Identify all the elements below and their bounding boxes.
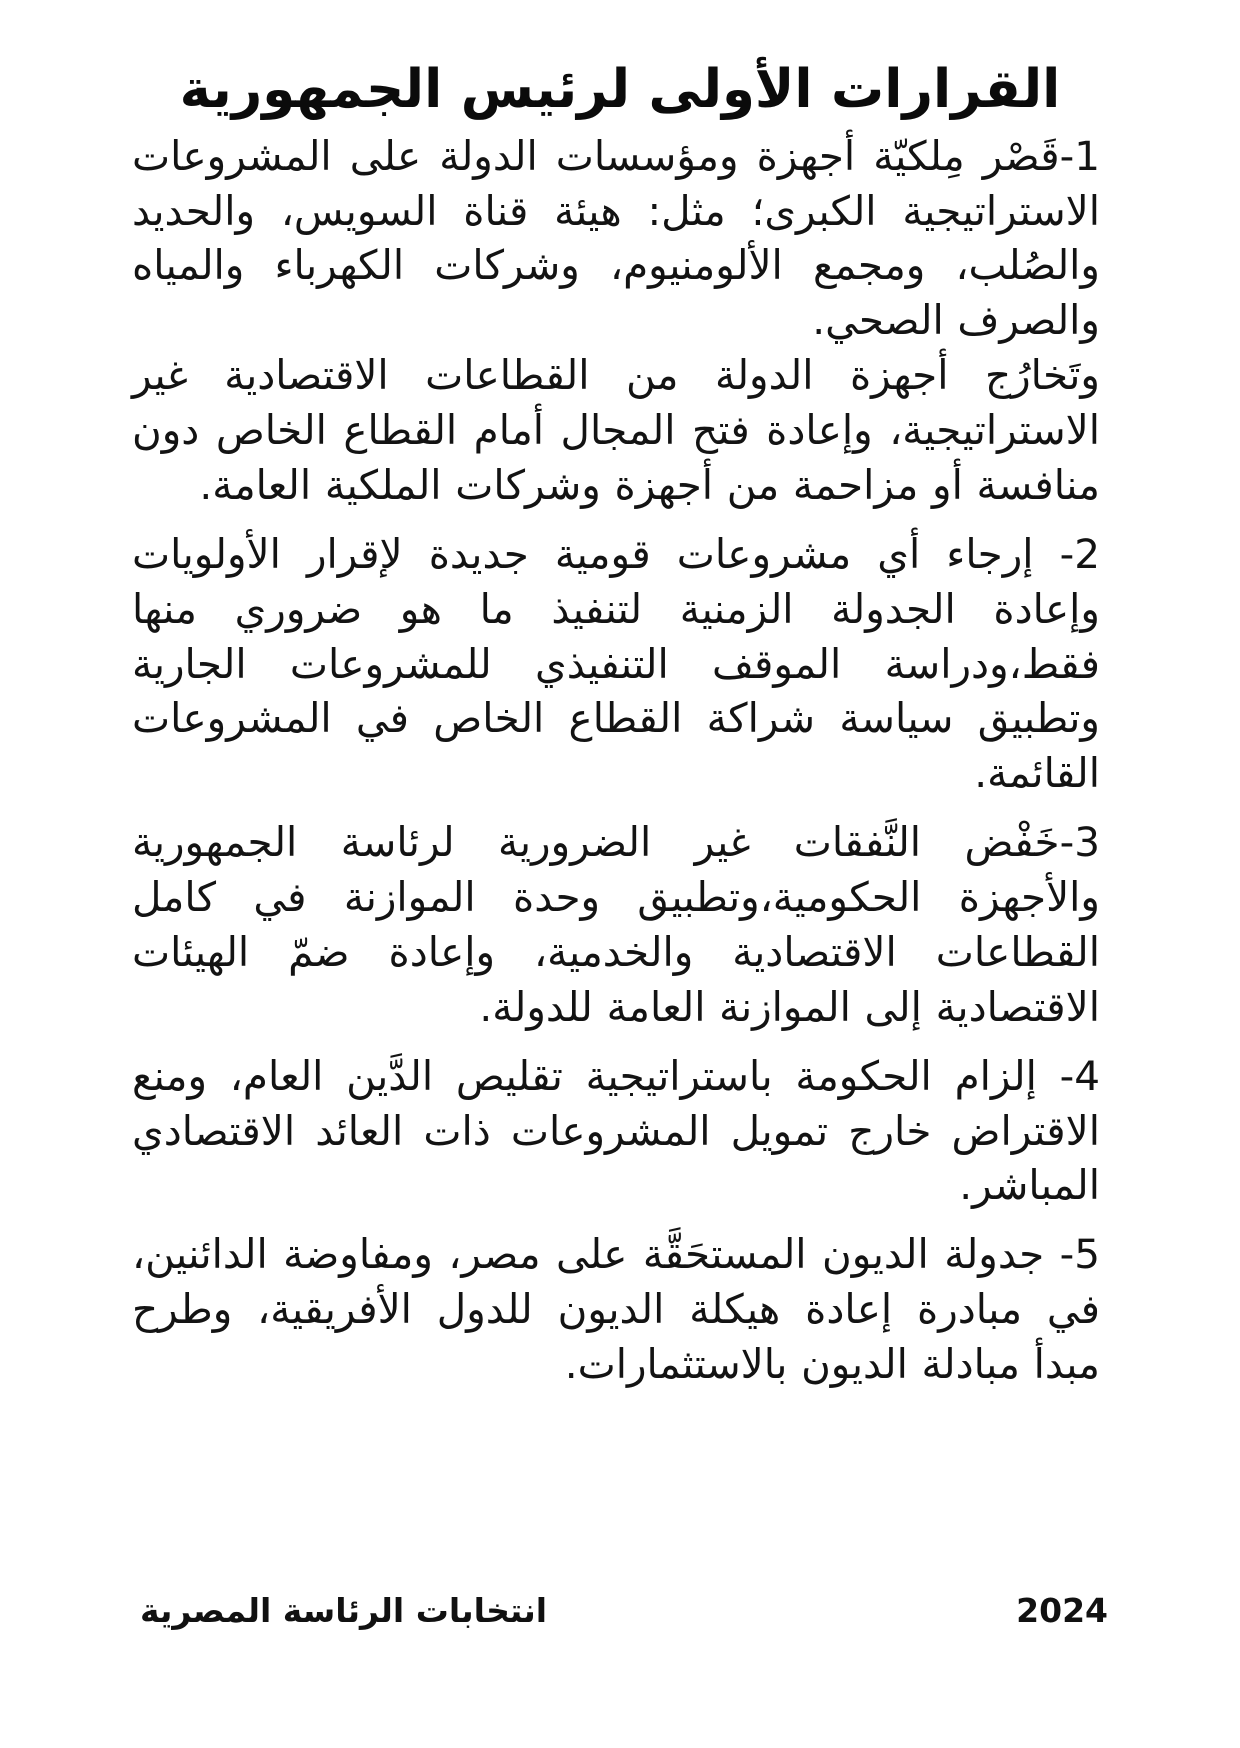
clause-item-4: 4- إلزام الحكومة باستراتيجية تقليص الدَّين العام، ومنع الاقتراض خارج تمويل المشروعات ذات العائد الاقتصادي المباشر.: [132, 1051, 1100, 1210]
page-footer: [0, 1591, 1240, 1630]
footer-election-label: انتخابات الرئاسة المصرية: [140, 1591, 548, 1630]
clause-item-1: 1-قَصْر مِلكيّة أجهزة ومؤسسات الدولة على المشروعات الاستراتيجية الكبرى؛ مثل: هيئة قناة السويس، والحديد والصُلب، ومجمع الألومنيوم، وشركات الكهرباء والمياه والصرف الصحي.: [132, 131, 1100, 345]
footer-year: 2024: [1016, 1591, 1108, 1630]
clause-item-5: 5- جدولة الديون المستحَقَّة على مصر، ومفاوضة الدائنين، في مبادرة إعادة هيكلة الديون للدول الأفريقية، وطرح مبدأ مبادلة الديون بالاستثمارات.: [132, 1230, 1100, 1389]
clause-list: [0, 129, 1240, 1392]
clause-item-1-continued: وتَخارُج أجهزة الدولة من القطاعات الاقتصادية غير الاستراتيجية، وإعادة فتح المجال أمام القطاع الخاص دون منافسة أو مزاحمة من أجهزة وشركات الملكية العامة.: [132, 351, 1100, 509]
clause-item-2: 2- إرجاء أي مشروعات قومية جديدة لإقرار الأولويات وإعادة الجدولة الزمنية لتنفيذ ما هو ضروري منها فقط،ودراسة الموقف التنفيذي للمشروعات الجارية وتطبيق سياسة شراكة القطاع الخاص في المشروعات القائمة.: [132, 529, 1100, 798]
clause-item-3: 3-خَفْض النَّفقات غير الضرورية لرئاسة الجمهورية والأجهزة الحكومية،وتطبيق وحدة الموازنة في كامل القطاعات الاقتصادية والخدمية، وإعادة ضمّ الهيئات الاقتصادية إلى الموازنة العامة للدولة.: [132, 818, 1100, 1031]
page-title: القرارات الأولى لرئيس الجمهورية: [179, 59, 1061, 120]
